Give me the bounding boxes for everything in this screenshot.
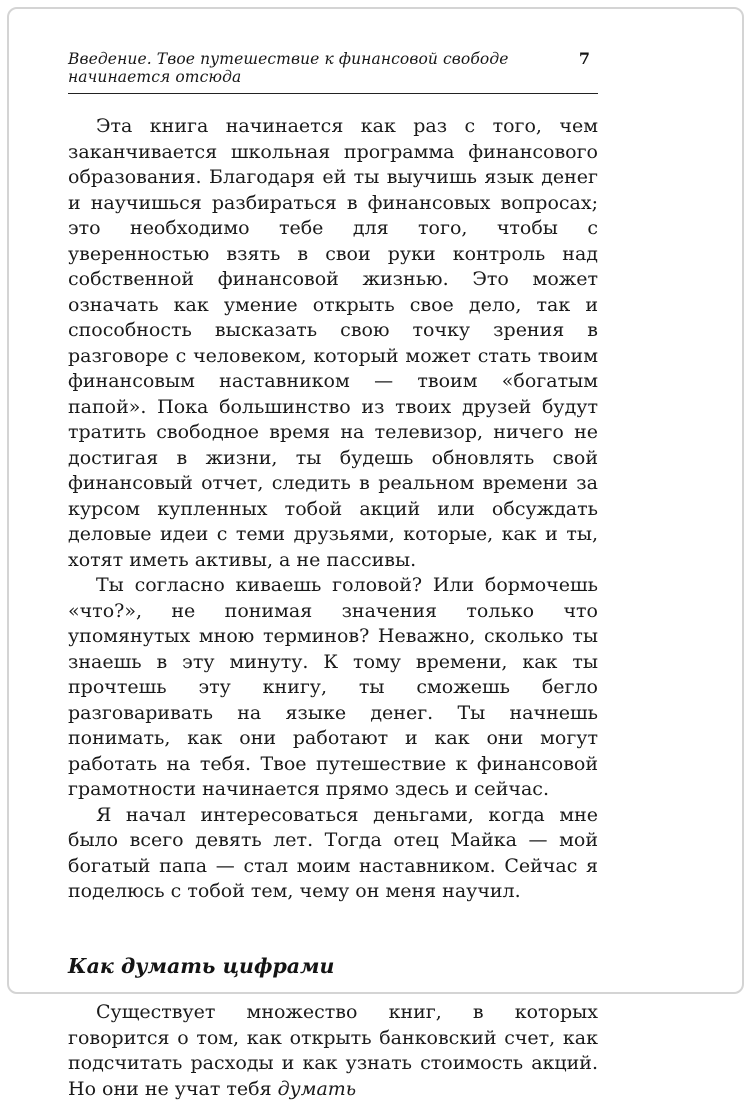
page-body: [68, 114, 598, 1102]
running-header: [68, 49, 598, 86]
final-paragraph-text: Существует множество книг, в которых говорится о том, как открыть банковский счет, как подсчитать расходы и как узнать стоимость акций. Но они не учат тебя: [68, 1001, 598, 1100]
header-rule: [68, 93, 598, 94]
paragraph: Ты согласно киваешь головой? Или бормочешь «что?», не понимая значения только что упомянутых мною терминов? Неважно, сколько ты знаешь в эту минуту. К тому времени, как ты прочтешь эту книгу, ты сможешь бегло разговаривать на языке денег. Ты начнешь понимать, как они работают и как они могут работать на тебя. Твое путешествие к финансовой грамотности начинается прямо здесь и сейчас.: [68, 574, 598, 800]
page-number: 7: [578, 49, 590, 68]
final-paragraph-italic-word: думать: [277, 1077, 357, 1100]
paragraph: Я начал интересоваться деньгами, когда мне было всего девять лет. Тогда отец Майка — мой богатый папа — стал моим наставником. Сейчас я поделюсь с тобой тем, чему он меня научил.: [68, 803, 598, 902]
book-page: [7, 7, 744, 1100]
paragraph: Эта книга начинается как раз с того, чем заканчивается школьная программа финансового образования. Благодаря ей ты выучишь язык денег и научишься разбираться в финансовых вопросах; это необходимо тебе для того, чтобы с уверенностью взять в свои руки контроль над собственной финансовой жизнью. Это может означать как умение открыть свое дело, так и способность высказать свою точку зрения в разговоре с человеком, который может стать твоим финансовым наставником — твоим «богатым папой». Пока большинство из твоих друзей будут тратить свободное время на телевизор, ничего не достигая в жизни, ты будешь обновлять свой финансовый отчет, следить в реальном времени за курсом купленных тобой акций или обсуждать деловые идеи с теми друзьями, которые, как и ты, хотят иметь активы, а не пассивы.: [68, 115, 598, 571]
running-title: Введение. Твое путешествие к финансовой свободе начинается отсюда: [68, 50, 509, 86]
paragraph: [68, 1000, 598, 1102]
section-heading: Как думать цифрами: [68, 953, 335, 978]
